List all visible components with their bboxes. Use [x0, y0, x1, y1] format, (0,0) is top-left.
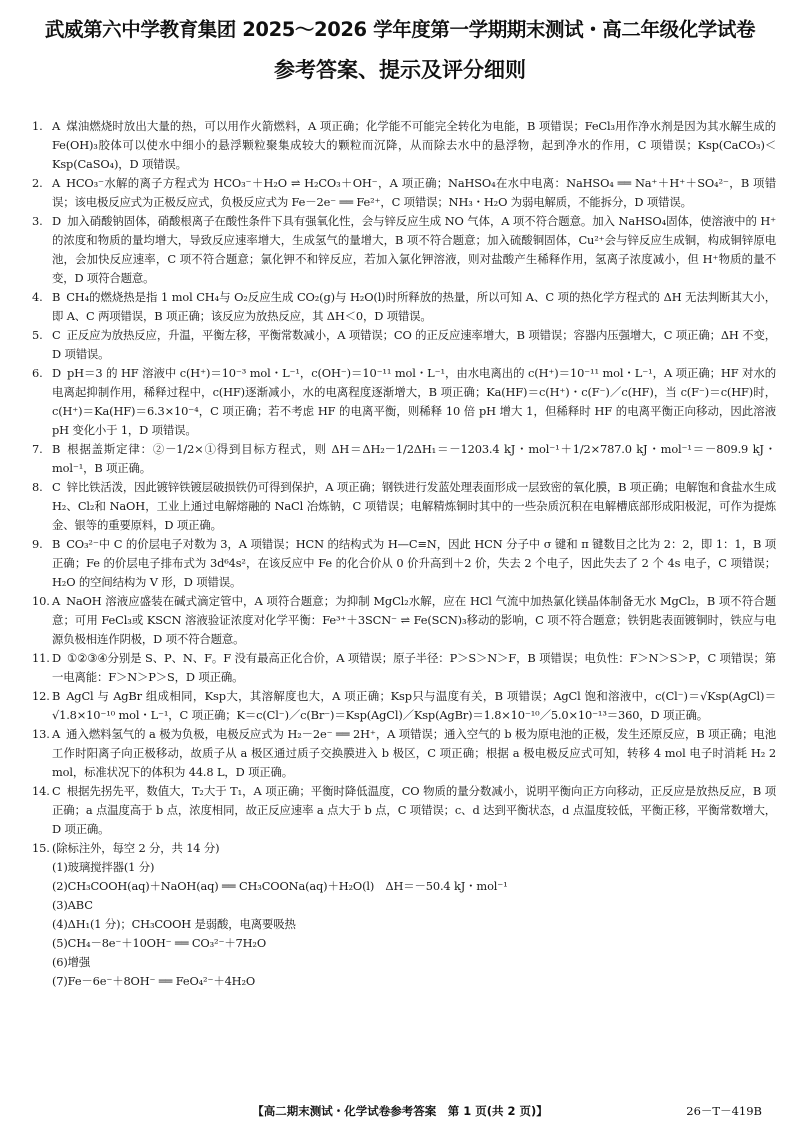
answer-letter: B — [52, 689, 61, 703]
answer-letter: A — [52, 119, 61, 133]
question-15-part: (7)Fe－6e⁻＋8OH⁻ ══ FeO₄²⁻＋4H₂O — [52, 974, 256, 988]
answer-letter: D — [52, 214, 61, 228]
answer-letter: B — [52, 442, 61, 456]
question-8 — [32, 478, 776, 535]
explanation-text: pH＝3 的 HF 溶液中 c(H⁺)＝10⁻³ mol・L⁻¹，c(OH⁻)＝10⁻¹¹ mol・L⁻¹，由水电离出的 c(H⁺)＝10⁻¹¹ mol・L⁻¹，A 项正确；HF 对水的电离起抑制作用，稀释过程中，c(HF)逐渐减小，水的电离程度逐渐增大，B 项正确；Ka(HF)＝c(H⁺)・c(F⁻)／c(HF)，当 c(F⁻)＝c(HF)时，c(H⁺)＝Ka(HF)＝6.3×10⁻⁴，C 项正确；若不考虑 HF 的电离平衡，则稀释 10 倍 pH 增大 1，但稀释时 HF 的电离平衡正向移动，因此溶液 pH 变化小于 1，D 项错误。 — [52, 366, 776, 437]
question-7 — [32, 440, 776, 478]
question-9 — [32, 535, 776, 592]
question-2 — [32, 174, 776, 212]
answer-list — [32, 117, 776, 991]
question-number: 4. — [32, 290, 43, 304]
question-number: 13. — [32, 727, 50, 741]
question-15-part: (5)CH₄－8e⁻＋10OH⁻ ══ CO₃²⁻＋7H₂O — [52, 936, 267, 950]
answer-letter: C — [52, 480, 61, 494]
answer-letter: A — [52, 727, 61, 741]
answer-letter: B — [52, 537, 61, 551]
explanation-text: AgCl 与 AgBr 组成相同，Ksp大，其溶解度也大，A 项正确；Ksp只与温度有关，B 项错误；AgCl 饱和溶液中，c(Cl⁻)＝√Ksp(AgCl)＝√1.8×10⁻¹⁰ mol・L⁻¹，C 项正确；K＝c(Cl⁻)／c(Br⁻)＝Ksp(AgCl)／Ksp(AgBr)＝1.8×10⁻¹⁰／5.0×10⁻¹³＝360，D 项正确。 — [52, 689, 776, 722]
footer-code: 26－T－419B — [686, 1104, 762, 1118]
question-12 — [32, 687, 776, 725]
answer-letter: B — [52, 290, 61, 304]
question-number: 5. — [32, 328, 43, 342]
question-15-part: (1)玻璃搅拌器(1 分) — [52, 860, 155, 874]
question-3 — [32, 212, 776, 288]
explanation-text: 通入燃料氢气的 a 极为负极，电极反应式为 H₂－2e⁻ ══ 2H⁺，A 项错误；通入空气的 b 极为原电池的正极，发生还原反应，B 项正确；电池工作时阳离子向正极移动，故质子从 a 极区通过质子交换膜进入 b 极区，C 项正确；根据 a 极电极反应式可知，转移 4 mol 电子时消耗 H₂ 2 mol，标准状况下的体积为 44.8 L，D 项正确。 — [52, 727, 776, 779]
page-subtitle: 参考答案、提示及评分细则 — [274, 58, 526, 82]
question-11 — [32, 649, 776, 687]
question-14 — [32, 782, 776, 839]
question-13 — [32, 725, 776, 782]
explanation-text: 锌比铁活泼，因此镀锌铁镀层破损铁仍可得到保护，A 项正确；钢铁进行发蓝处理表面形成一层致密的氧化膜，B 项正确；电解饱和食盐水生成 H₂、Cl₂和 NaOH，工业上通过电解熔融的 NaCl 冶炼钠，C 项错误；电解精炼铜时其中的一些杂质沉积在电解槽底部形成阳极泥，可作为提炼金、银等的重要原料，D 项正确。 — [52, 480, 776, 532]
page-title: 武威第六中学教育集团 2025～2026 学年度第一学期期末测试・高二年级化学试卷 — [44, 18, 756, 41]
question-15-parts — [32, 858, 776, 991]
explanation-text: 加入硝酸钠固体，硝酸根离子在酸性条件下具有强氧化性，会与锌反应生成 NO 气体，A 项不符合题意。加入 NaHSO₄固体，使溶液中的 H⁺的浓度和物质的量均增大，导致反应速率增大，生成氢气的量增大，B 项不符合题意；加入硫酸铜固体，Cu²⁺会与锌反应生成铜，构成铜锌原电池，会加快反应速率，C 项不符合题意；氯化钾不和锌反应，若加入氯化钾溶液，则对盐酸产生稀释作用，氢离子浓度减小，但 H⁺物质的量不变，D 项符合题意。 — [52, 214, 776, 285]
question-number: 9. — [32, 537, 43, 551]
question-1 — [32, 117, 776, 174]
question-4 — [32, 288, 776, 326]
answer-letter: C — [52, 784, 61, 798]
question-15-part: (4)ΔH₁(1 分)；CH₃COOH 是弱酸，电离要吸热 — [52, 917, 296, 931]
question-10 — [32, 592, 776, 649]
question-5 — [32, 326, 776, 364]
question-number: 8. — [32, 480, 43, 494]
answer-letter: D — [52, 366, 61, 380]
question-number: 10. — [32, 594, 50, 608]
answer-letter: A — [52, 594, 61, 608]
answer-letter: D — [52, 651, 61, 665]
question-15-part: (2)CH₃COOH(aq)＋NaOH(aq) ══ CH₃COONa(aq)＋H₂O(l) ΔH＝－50.4 kJ・mol⁻¹ — [52, 879, 508, 893]
question-number: 7. — [32, 442, 43, 456]
question-6 — [32, 364, 776, 440]
explanation-text: CO₃²⁻中 C 的价层电子对数为 3，A 项错误；HCN 的结构式为 H—C≡N，因此 HCN 分子中 σ 键和 π 键数目之比为 2：2，即 1：1，B 项正确；Fe 的价层电子排布式为 3d⁶4s²，在该反应中 Fe 的化合价从 0 价升高到＋2 价，失去 2 个电子，因此失去了 2 个 4s 电子，C 项错误；H₂O 的空间结构为 V 形，D 项错误。 — [52, 537, 776, 589]
question-15-part: (3)ABC — [52, 898, 93, 912]
explanation-text: NaOH 溶液应盛装在碱式滴定管中，A 项符合题意；为抑制 MgCl₂水解，应在 HCl 气流中加热氯化镁晶体制备无水 MgCl₂，B 项不符合题意；可用 FeCl₃或 KSCN 溶液验证浓度对化学平衡：Fe³⁺＋3SCN⁻ ⇌ Fe(SCN)₃移动的影响，C 项不符合题意；铁钥匙表面镀铜时，铁应与电源负极相连作阴极，D 项不符合题意。 — [52, 594, 776, 646]
question-number: 6. — [32, 366, 43, 380]
question-list — [32, 117, 776, 839]
question-number: 12. — [32, 689, 50, 703]
explanation-text: CH₄的燃烧热是指 1 mol CH₄与 O₂反应生成 CO₂(g)与 H₂O(l)时所释放的热量，所以可知 A、C 项的热化学方程式的 ΔH 无法判断其大小，即 A、C 两项错误，B 项正确；该反应为放热反应，其 ΔH＜0，D 项错误。 — [52, 290, 776, 323]
answer-letter: A — [52, 176, 61, 190]
explanation-text: 正反应为放热反应，升温，平衡左移，平衡常数减小，A 项错误；CO 的正反应速率增大，B 项错误；容器内压强增大，C 项正确；ΔH 不变，D 项错误。 — [52, 328, 776, 361]
answer-letter: C — [52, 328, 61, 342]
question-15-part: (6)增强 — [52, 955, 91, 969]
question-number: 14. — [32, 784, 50, 798]
question-number: 15. — [32, 841, 50, 855]
explanation-text: 根据先拐先平，数值大，T₂大于 T₁，A 项正确；平衡时降低温度，CO 物质的量分数减小，说明平衡向正方向移动，正反应是放热反应，B 项正确；a 点温度高于 b 点，浓度相同，故正反应速率 a 点大于 b 点，C 项错误；c、d 达到平衡状态，d 点温度较低，平衡正移，平衡常数增大，D 项正确。 — [52, 784, 776, 836]
question-number: 2. — [32, 176, 43, 190]
question-number: 3. — [32, 214, 43, 228]
explanation-text: ①②③④分别是 S、P、N、F。F 没有最高正化合价，A 项错误；原子半径：P＞S＞N＞F，B 项错误；电负性：F＞N＞S＞P，C 项错误；第一电离能：F＞N＞P＞S，D 项正确。 — [52, 651, 776, 684]
explanation-text: 根据盖斯定律：②－1/2×①得到目标方程式，则 ΔH＝ΔH₂－1/2ΔH₁＝－1203.4 kJ・mol⁻¹＋1/2×787.0 kJ・mol⁻¹＝－809.9 kJ・mol⁻¹，B 项正确。 — [52, 442, 776, 475]
question-number: 11. — [32, 651, 50, 665]
footer-page-info: 【高二期末测试・化学试卷参考答案 第 1 页(共 2 页)】 — [252, 1104, 548, 1118]
question-15 — [32, 839, 776, 858]
explanation-text: 煤油燃烧时放出大量的热，可以用作火箭燃料，A 项正确；化学能不可能完全转化为电能，B 项错误；FeCl₃用作净水剂是因为其水解生成的 Fe(OH)₃胶体可以使水中细小的悬浮颗粒聚集成较大的颗粒而沉降，从而除去水中的悬浮物，起到净水的作用，C 项错误；Ksp(CaCO₃)＜Ksp(CaSO₄)，D 项错误。 — [52, 119, 776, 171]
question-15-intro: (除标注外，每空 2 分，共 14 分) — [52, 841, 220, 855]
explanation-text: HCO₃⁻水解的离子方程式为 HCO₃⁻＋H₂O ⇌ H₂CO₃＋OH⁻，A 项正确；NaHSO₄在水中电离：NaHSO₄ ══ Na⁺＋H⁺＋SO₄²⁻，B 项错误；该电极反应式为正极反应式，负极反应式为 Fe－2e⁻ ══ Fe²⁺，C 项错误；NH₃・H₂O 为弱电解质，不能拆分，D 项错误。 — [52, 176, 776, 209]
question-number: 1. — [32, 119, 43, 133]
